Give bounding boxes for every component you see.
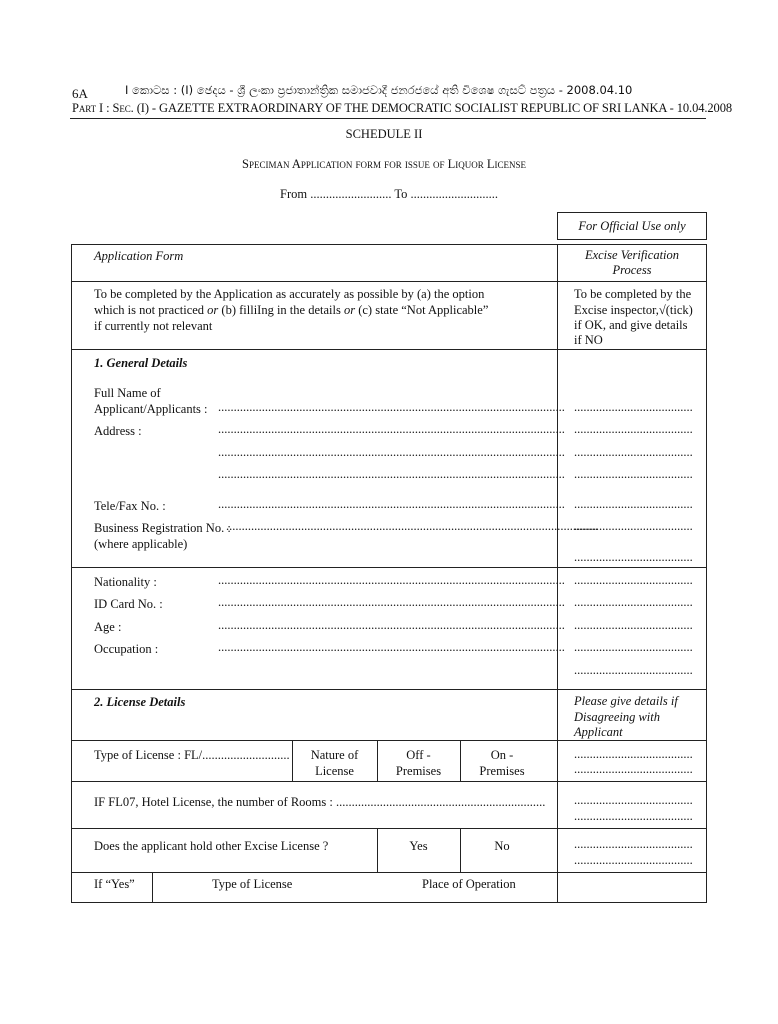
page-number: 6A: [72, 86, 88, 101]
business-reg-field[interactable]: .......................................................................................................................: [226, 519, 598, 533]
address-verify-field-3[interactable]: ......................................: [574, 467, 693, 481]
tele-fax-verify-field[interactable]: ......................................: [574, 497, 693, 511]
row-rule-7: [71, 828, 707, 829]
id-card-label: ID Card No. :: [94, 597, 163, 611]
occupation-verify-field-2[interactable]: ......................................: [574, 663, 693, 677]
right-column-divider-lower: [557, 740, 558, 903]
ifyes-col-div: [152, 872, 153, 903]
no-option[interactable]: No: [494, 839, 510, 853]
age-label: Age :: [94, 620, 122, 634]
fl07-label-text: IF FL07, Hotel License, the number of Rooms :: [94, 795, 333, 809]
english-header-line: Part I : Sec. (I) - GAZETTE EXTRAORDINARY OF THE DEMOCRATIC SOCIALIST REPUBLIC OF SRI LANKA - 10.04.2008: [72, 101, 733, 115]
type-of-license-column-label: Type of License: [212, 877, 293, 891]
row-rule-2: [71, 349, 707, 350]
row-rule-8: [71, 872, 707, 873]
from-to-line: From .......................... To ............................: [280, 187, 498, 201]
age-verify-field[interactable]: ......................................: [574, 618, 693, 632]
on-premises-line-2[interactable]: Premises: [479, 764, 525, 778]
address-verify-field-2[interactable]: ......................................: [574, 445, 693, 459]
other-excise-label: Does the applicant hold other Excise License ?: [94, 839, 329, 853]
instructions-line-2: [94, 303, 488, 318]
section2-title: 2. License Details: [94, 695, 186, 709]
license-verify-field-1[interactable]: ......................................: [574, 747, 693, 761]
id-card-verify-field[interactable]: ......................................: [574, 595, 693, 609]
business-reg-verify-field-2[interactable]: ......................................: [574, 550, 693, 564]
verify-line-2: Excise inspector,√(tick): [574, 303, 693, 317]
fl07-verify-field-2[interactable]: ......................................: [574, 809, 693, 823]
verify-line-1: To be completed by the: [574, 287, 692, 301]
nationality-field[interactable]: ...............................................................................................................: [218, 573, 565, 587]
process-label: Process: [612, 263, 652, 277]
nature-of-license-line-1: Nature of: [310, 748, 359, 762]
instructions-or-2: or: [343, 303, 356, 317]
schedule-title: SCHEDULE II: [345, 127, 423, 141]
row-rule-4: [71, 689, 707, 690]
instructions-line-1: To be completed by the Application as accurately as possible by (a) the option: [94, 287, 485, 301]
verify-line-3: if OK, and give details: [574, 318, 688, 332]
excise-verification-label: Excise Verification: [584, 248, 680, 262]
nationality-label: Nationality :: [94, 575, 157, 589]
occupation-label: Occupation :: [94, 642, 159, 656]
row-rule-3: [71, 567, 707, 568]
other-excise-verify-field-2[interactable]: ......................................: [574, 853, 693, 867]
other-excise-verify-field-1[interactable]: ......................................: [574, 837, 693, 851]
full-name-label-1: Full Name of: [94, 386, 161, 400]
section1-title: 1. General Details: [94, 356, 188, 370]
right-column-divider: [557, 244, 558, 740]
license-verify-field-2[interactable]: ......................................: [574, 762, 693, 776]
id-card-field[interactable]: ...............................................................................................................: [218, 595, 565, 609]
full-name-verify-field[interactable]: ......................................: [574, 400, 693, 414]
tele-fax-field[interactable]: ...............................................................................................................: [218, 497, 565, 511]
address-field-1[interactable]: ...............................................................................................................: [218, 422, 565, 436]
instructions-text-a: which is not practiced: [94, 303, 208, 317]
off-premises-line-1[interactable]: Off -: [406, 748, 431, 762]
where-applicable-label: (where applicable): [94, 537, 188, 551]
fl07-rooms-field[interactable]: ...................................................................: [335, 795, 546, 809]
type-of-license-field[interactable]: Type of License : FL/............................: [94, 748, 290, 762]
on-premises-line-1[interactable]: On -: [490, 748, 514, 762]
full-name-field[interactable]: ...............................................................................................................: [218, 400, 565, 414]
off-premises-line-2[interactable]: Premises: [395, 764, 442, 778]
please-give-line-3: Applicant: [574, 725, 623, 739]
row-rule-5: [71, 740, 707, 741]
header-rule: [70, 118, 706, 119]
instructions-or-1: or: [207, 303, 219, 317]
full-name-label-2: Applicant/Applicants :: [94, 402, 208, 416]
occupation-field[interactable]: ...............................................................................................................: [218, 640, 565, 654]
form-subtitle: Speciman Application form for issue of Liquor License: [242, 157, 526, 171]
address-field-3[interactable]: ...............................................................................................................: [218, 467, 565, 481]
nature-of-license-line-2: License: [315, 764, 354, 778]
fl07-label: [94, 795, 545, 810]
verify-line-4: if NO: [574, 333, 603, 347]
nationality-verify-field[interactable]: ......................................: [574, 573, 693, 587]
sinhala-header-line: I කොටස : (I) ඡෙදය - ශ්‍රී ලංකා ප්‍රජාතාන්ත්‍රික සමාජවාදී ජනරජයේ අති විශෙෂ ගැසට් පත්‍රය - 2008.04.10: [125, 83, 633, 97]
place-of-operation-label: Place of Operation: [422, 877, 516, 891]
if-yes-label: If “Yes”: [94, 877, 135, 891]
address-verify-field-1[interactable]: ......................................: [574, 422, 693, 436]
yes-option[interactable]: Yes: [409, 839, 428, 853]
address-field-2[interactable]: ...............................................................................................................: [218, 445, 565, 459]
please-give-line-2: Disagreeing with: [574, 710, 660, 724]
instructions-text-c: (c) state “Not Applicable”: [355, 303, 489, 317]
instructions-text-b: (b) filliIng in the details: [218, 303, 344, 317]
business-reg-verify-field[interactable]: ......................................: [574, 519, 693, 533]
instructions-line-3: if currently not relevant: [94, 319, 213, 333]
fl07-verify-field-1[interactable]: ......................................: [574, 793, 693, 807]
address-label: Address :: [94, 424, 142, 438]
age-field[interactable]: ...............................................................................................................: [218, 618, 565, 632]
official-use-label: For Official Use only: [578, 219, 686, 233]
occupation-verify-field[interactable]: ......................................: [574, 640, 693, 654]
official-use-box: [557, 212, 707, 240]
business-reg-label: Business Registration No. :: [94, 521, 231, 535]
application-form-label: Application Form: [94, 249, 184, 263]
row-rule-6: [71, 781, 707, 782]
row-rule-1: [71, 281, 707, 282]
tele-fax-label: Tele/Fax No. :: [94, 499, 166, 513]
please-give-line-1: Please give details if: [574, 694, 678, 708]
